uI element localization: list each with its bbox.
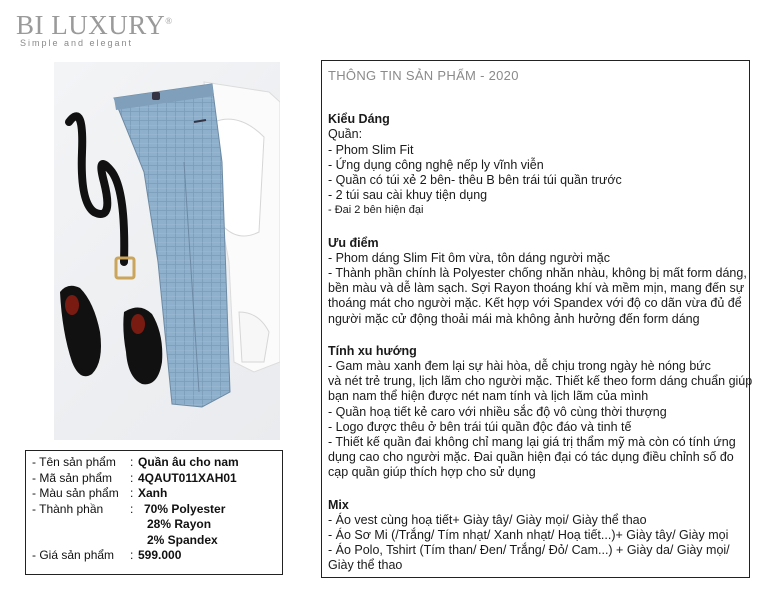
section-style (328, 112, 743, 218)
spec-colon: : (130, 455, 134, 469)
spec-value: Quần âu cho nam (138, 455, 239, 469)
registered-mark: ® (165, 16, 173, 26)
list-item: - Thiết kế quần đai không chỉ mang lại giá trị thẩm mỹ mà còn có tính ứng (328, 435, 736, 450)
spec-row-name (32, 455, 276, 471)
brand-name-text: BI LUXURY (16, 10, 166, 40)
list-item: - Áo Sơ Mi (/Trắng/ Tím nhạt/ Xanh nhạt/ Hoạ tiết...)+ Giày tây/ Giày mọi (328, 528, 729, 543)
list-item: - Áo vest cùng hoạ tiết+ Giày tây/ Giày mọi/ Giày thể thao (328, 512, 647, 527)
list-item: - Gam màu xanh đem lại sự hài hòa, dễ chịu trong ngày hè nóng bức (328, 359, 711, 374)
list-item: - Quần có túi xẻ 2 bên- thêu B bên trái túi quần trước (328, 173, 622, 188)
list-item: bạn nam thể hiện được nét nam tính và lịch lãm của mình (328, 389, 649, 404)
spec-value: Xanh (138, 486, 168, 500)
list-item: - Phom Slim Fit (328, 142, 414, 157)
list-item: Giày thể thao (328, 558, 403, 573)
list-item: - Phom dáng Slim Fit ôm vừa, tôn dáng người mặc (328, 250, 610, 265)
section-mix (328, 498, 743, 574)
spec-label: - Màu sản phẩm (32, 486, 119, 500)
section-heading: Mix (328, 497, 349, 512)
composition-spandex: 2% Spandex (147, 532, 218, 547)
list-item: dụng cao cho người mặc. Đai quần hiện đại có tác dụng điều chỉnh số đo (328, 450, 734, 465)
list-item: và nét trẻ trung, lịch lãm cho người mặc. Thiết kế theo form dáng chuẩn giúp (328, 374, 753, 389)
section-trend (328, 343, 753, 481)
list-item: bền màu và dễ làm sạch. Sợi Rayon thoáng khí và mềm mịn, mang đến sự (328, 281, 745, 296)
brand-name (16, 6, 173, 40)
list-item: thoáng mát cho người mặc. Kết hợp với Spandex với độ co dãn vừa đủ để (328, 296, 742, 311)
section-heading: Tính xu hướng (328, 343, 417, 358)
section-heading: Kiểu Dáng (328, 112, 390, 127)
trouser-button (152, 92, 160, 100)
spec-colon: : (130, 486, 134, 500)
section-advantages (328, 235, 747, 327)
spec-label: - Thành phần (32, 501, 104, 516)
brand-logo (16, 6, 173, 48)
info-title: THÔNG TIN SẢN PHẨM - 2020 (328, 68, 519, 83)
spec-label: - Giá sản phẩm (32, 548, 115, 562)
spec-value: 4QAUT011XAH01 (138, 470, 237, 485)
list-item: - Ứng dụng công nghệ nếp ly vĩnh viễn (328, 157, 544, 172)
price-value: 599.000 (138, 548, 182, 562)
shoes (60, 286, 162, 385)
list-item: - Áo Polo, Tshirt (Tím than/ Đen/ Trắng/ Đỏ/ Cam...) + Giày da/ Giày mọi/ (328, 543, 730, 558)
list-item: - Đai 2 bên hiện đại (328, 204, 424, 217)
product-photo (54, 62, 280, 440)
belt (69, 116, 134, 278)
section-heading: Ưu điểm (328, 235, 379, 250)
section-subheading: Quần: (328, 127, 363, 142)
brand-tagline: Simple and elegant (20, 38, 134, 48)
list-item: cạp quần giúp thích hợp cho sử dụng (328, 465, 536, 480)
spec-row-color (32, 486, 276, 502)
list-item: - Thành phần chính là Polyester chống nhăn nhàu, không bị mất form dáng, (328, 266, 747, 281)
product-photo-illustration (54, 62, 280, 440)
spec-colon: : (130, 501, 134, 516)
spec-row-composition (32, 502, 276, 518)
product-specs (25, 450, 283, 575)
product-info-panel (321, 60, 753, 578)
list-item: - 2 túi sau cài khuy tiện dụng (328, 188, 488, 203)
spec-colon: : (130, 548, 134, 562)
list-item: - Quần hoạ tiết kẻ caro với nhiều sắc độ vô cùng thời thượng (328, 404, 667, 419)
spec-label: - Tên sản phẩm (32, 455, 116, 469)
spec-label: - Mã sản phẩm (32, 470, 113, 485)
list-item: người mặc cử động thoải mái mà không ảnh hưởng đến form dáng (328, 311, 700, 326)
spec-row-price (32, 548, 276, 564)
list-item: - Logo được thêu ở bên trái túi quần độc đáo và tinh tế (328, 419, 632, 434)
spec-row-code (32, 471, 276, 487)
spec-colon: : (130, 470, 134, 485)
spec-value: 70% Polyester (144, 501, 226, 516)
composition-rayon: 28% Rayon (147, 517, 212, 531)
